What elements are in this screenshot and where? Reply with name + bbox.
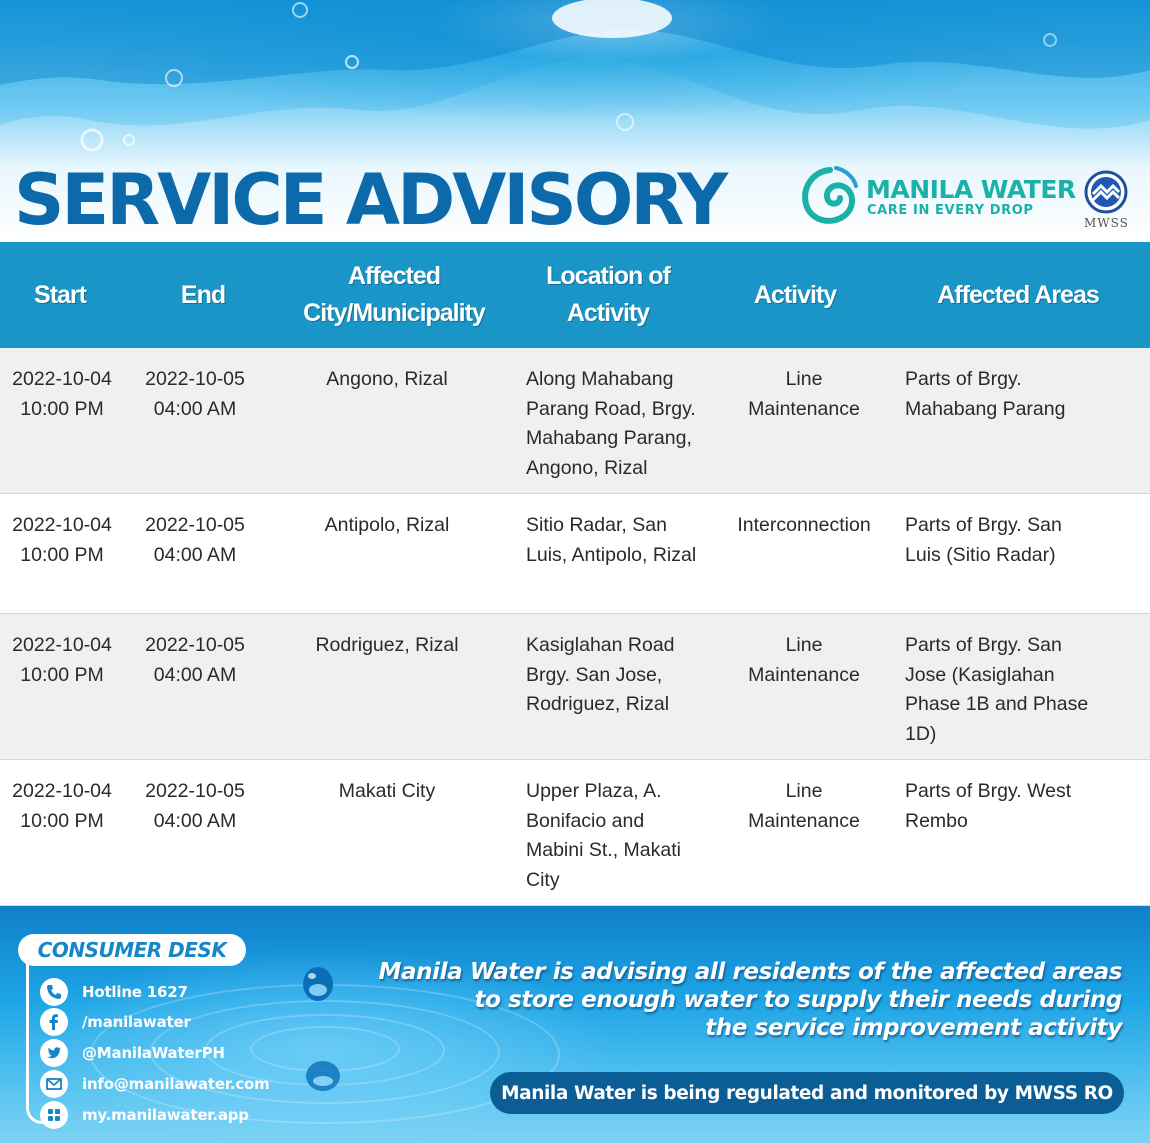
table-row [0, 494, 1150, 614]
cell-location [526, 365, 716, 483]
cell-activity-line: Line [785, 780, 823, 802]
water-splash-graphic [0, 0, 1150, 180]
cell-start [0, 511, 124, 570]
header-banner [0, 0, 1150, 242]
brand-name: MANILA WATER [866, 175, 1076, 204]
cell-location-line: Along Mahabang [526, 368, 674, 390]
cell-end-line: 2022-10-05 [145, 368, 245, 390]
cell-start [0, 365, 124, 424]
cell-end-line: 2022-10-05 [145, 780, 245, 802]
cell-city-line: Rodriguez, Rizal [315, 634, 459, 656]
cell-city [284, 631, 490, 661]
cell-location-line: Bonifacio and [526, 809, 645, 832]
advisory-message [379, 958, 1122, 1042]
cell-end-line: 04:00 AM [153, 663, 237, 686]
brand-tagline: CARE IN EVERY DROP [867, 203, 1034, 218]
mail-icon [40, 1070, 68, 1098]
app-grid-icon [40, 1101, 68, 1129]
column-header-end: End [180, 280, 226, 309]
cell-start-line: 10:00 PM [20, 543, 104, 566]
cell-location-line: Mabini St., Makati [526, 839, 681, 861]
column-header-city-line2: City/Municipality [303, 299, 485, 327]
cell-activity [718, 631, 890, 690]
cell-location-line: City [526, 868, 560, 891]
mwss-logo-icon [1083, 170, 1129, 214]
cell-city [284, 777, 490, 807]
cell-start [0, 631, 124, 690]
twitter-label: @ManilaWaterPH [82, 1044, 225, 1062]
cell-start-line: 10:00 PM [20, 809, 104, 832]
column-header-areas: Affected Areas [937, 280, 1099, 309]
cell-activity-line: Interconnection [737, 514, 871, 536]
advisory-message-line: to store enough water to supply their needs during [474, 987, 1122, 1013]
consumer-desk-app[interactable] [40, 1101, 249, 1129]
cell-activity-line: Line [785, 368, 823, 390]
cell-areas [905, 777, 1141, 836]
manila-water-logo-icon [800, 164, 860, 228]
consumer-desk-title: CONSUMER DESK [18, 934, 246, 966]
twitter-icon [40, 1039, 68, 1067]
cell-activity-line: Maintenance [748, 663, 860, 686]
cell-end-line: 04:00 AM [153, 809, 237, 832]
cell-areas-line: Parts of Brgy. West [905, 780, 1072, 802]
cell-location-line: Mahabang Parang, [526, 427, 692, 449]
cell-activity [718, 511, 890, 541]
hotline-label: Hotline 1627 [82, 983, 188, 1001]
water-drop-icon [303, 1056, 343, 1096]
cell-areas [905, 631, 1141, 749]
cell-start-line: 10:00 PM [20, 397, 104, 420]
advisory-message-line: the service improvement activity [705, 1015, 1122, 1041]
cell-areas-line: Luis (Sitio Radar) [905, 543, 1056, 566]
table-header [0, 242, 1150, 348]
cell-location-line: Parang Road, Brgy. [526, 397, 696, 420]
cell-areas-line: Rembo [905, 809, 968, 832]
cell-location-line: Brgy. San Jose, [526, 663, 663, 686]
cell-end [130, 777, 260, 836]
column-header-activity: Activity [753, 280, 837, 309]
cell-activity-line: Maintenance [748, 809, 860, 832]
cell-location-line: Angono, Rizal [526, 456, 648, 479]
cell-city [284, 365, 490, 395]
cell-start-line: 2022-10-04 [12, 780, 112, 802]
cell-location [526, 511, 716, 570]
water-drop-icon [300, 960, 336, 1004]
cell-city-line: Makati City [338, 780, 436, 802]
cell-activity-line: Maintenance [748, 397, 860, 420]
column-header-location-line1: Location of [546, 262, 670, 290]
cell-areas-line: Phase 1B and Phase [905, 693, 1089, 715]
consumer-desk-facebook[interactable] [40, 1008, 191, 1036]
cell-end-line: 2022-10-05 [145, 514, 245, 536]
consumer-desk-email[interactable] [40, 1070, 270, 1098]
cell-areas-line: Parts of Brgy. San [905, 514, 1062, 536]
column-header-city [284, 242, 504, 348]
table-row [0, 614, 1150, 760]
mwss-label: MWSS [1084, 216, 1129, 230]
cell-start-line: 10:00 PM [20, 663, 104, 686]
cell-areas-line: 1D) [905, 722, 937, 745]
cell-activity [718, 777, 890, 836]
app-label: my.manilawater.app [82, 1106, 249, 1124]
column-header-location [510, 242, 706, 348]
column-header-city-line1: Affected [347, 262, 440, 290]
phone-icon [40, 978, 68, 1006]
cell-location-line: Kasiglahan Road [526, 634, 675, 656]
email-label: info@manilawater.com [82, 1075, 270, 1093]
cell-location-line: Sitio Radar, San [526, 514, 667, 536]
cell-areas [905, 511, 1141, 570]
page-title: SERVICE ADVISORY [14, 159, 726, 241]
cell-areas-line: Mahabang Parang [905, 397, 1066, 420]
cell-end-line: 04:00 AM [153, 543, 237, 566]
cell-areas-line: Parts of Brgy. San [905, 634, 1062, 656]
cell-location-line: Rodriguez, Rizal [526, 693, 670, 715]
cell-activity [718, 365, 890, 424]
cell-areas-line: Parts of Brgy. [905, 368, 1022, 390]
cell-end [130, 511, 260, 570]
table-row [0, 348, 1150, 494]
cell-activity-line: Line [785, 634, 823, 656]
column-header-start: Start [34, 280, 86, 309]
cell-start [0, 777, 124, 836]
facebook-label: /manilawater [82, 1013, 191, 1031]
cell-location [526, 777, 716, 895]
cell-city-line: Antipolo, Rizal [324, 514, 450, 536]
consumer-desk-twitter[interactable] [40, 1039, 225, 1067]
cell-location-line: Luis, Antipolo, Rizal [526, 543, 697, 566]
cell-location [526, 631, 716, 720]
facebook-icon [40, 1008, 68, 1036]
cell-areas [905, 365, 1141, 424]
cell-city-line: Angono, Rizal [326, 368, 448, 390]
cell-end [130, 631, 260, 690]
advisory-message-line: Manila Water is advising all residents of the affected areas [378, 959, 1122, 985]
footer-banner [0, 906, 1150, 1143]
cell-start-line: 2022-10-04 [12, 634, 112, 656]
table-row [0, 760, 1150, 906]
cell-end [130, 365, 260, 424]
cell-location-line: Upper Plaza, A. [526, 780, 662, 802]
cell-start-line: 2022-10-04 [12, 368, 112, 390]
cell-end-line: 2022-10-05 [145, 634, 245, 656]
cell-areas-line: Jose (Kasiglahan [905, 663, 1055, 686]
cell-start-line: 2022-10-04 [12, 514, 112, 536]
consumer-desk-hotline[interactable] [40, 978, 188, 1006]
cell-end-line: 04:00 AM [153, 397, 237, 420]
column-header-location-line2: Activity [566, 299, 650, 327]
regulation-note: Manila Water is being regulated and monitored by MWSS RO [490, 1072, 1124, 1114]
cell-city [284, 511, 490, 541]
